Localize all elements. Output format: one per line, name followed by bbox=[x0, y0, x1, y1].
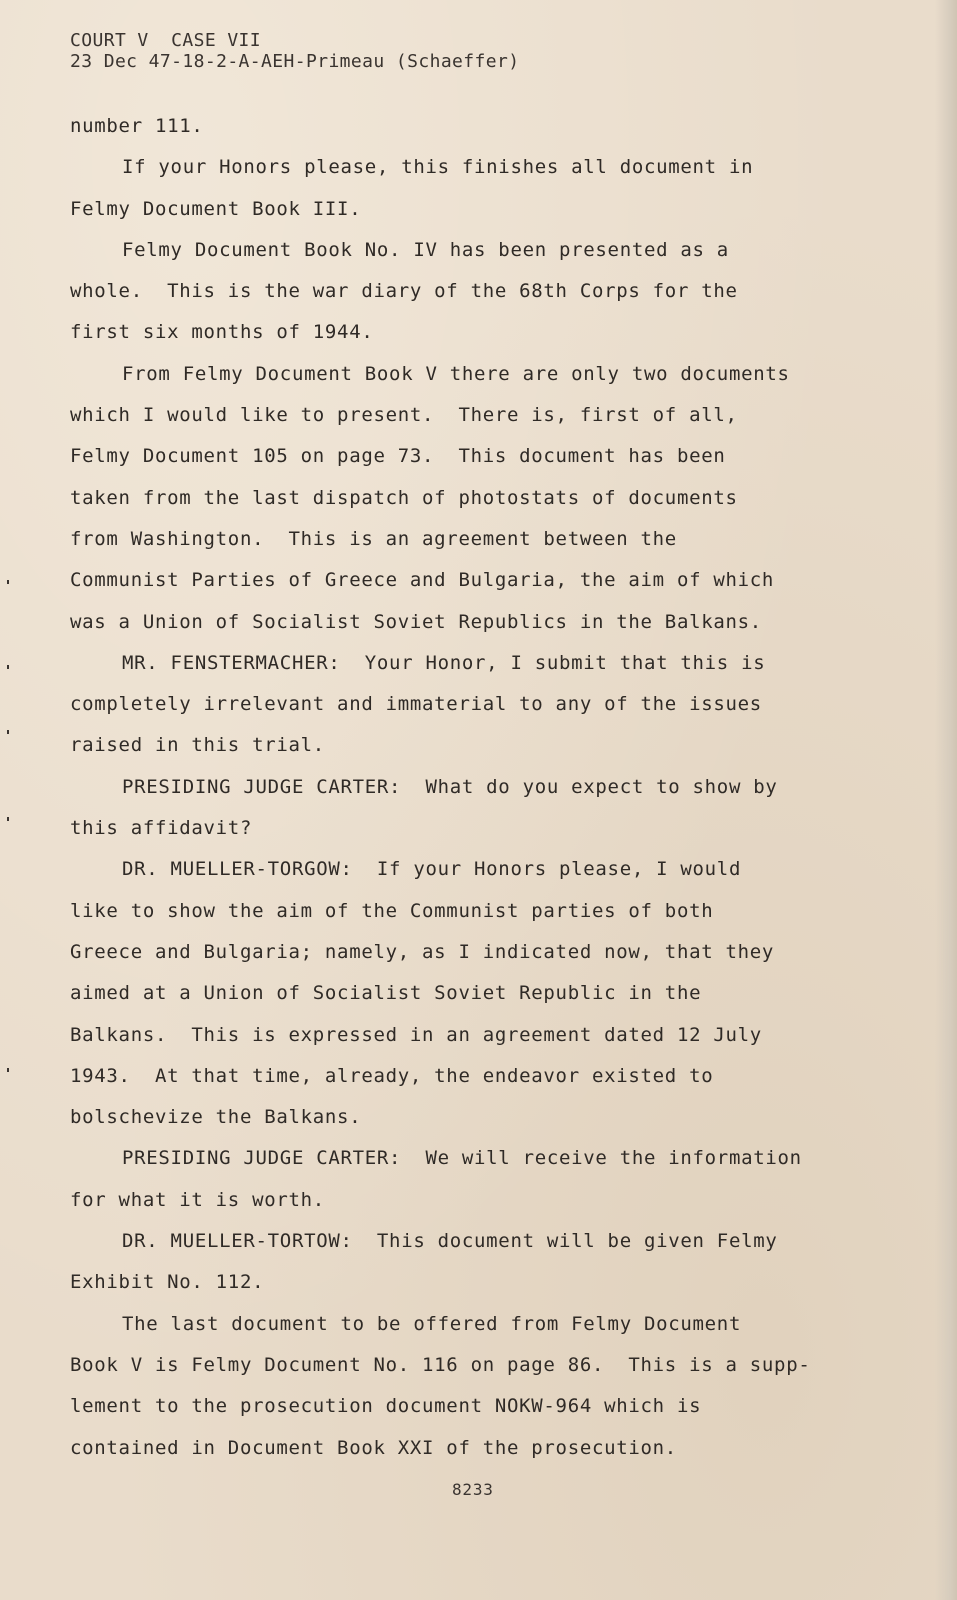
transcript-line: PRESIDING JUDGE CARTER: We will receive the information bbox=[122, 1147, 802, 1170]
transcript-line: taken from the last dispatch of photostats of documents bbox=[70, 486, 738, 509]
transcript-line: DR. MUELLER-TORGOW: If your Honors please, I would bbox=[122, 858, 742, 881]
transcript-line: whole. This is the war diary of the 68th Corps for the bbox=[70, 280, 738, 303]
transcript-line: DR. MUELLER-TORTOW: This document will be given Felmy bbox=[122, 1230, 778, 1253]
transcript-body bbox=[70, 110, 870, 1473]
transcript-line: completely irrelevant and immaterial to any of the issues bbox=[70, 693, 762, 716]
transcript-line: bolschevize the Balkans. bbox=[70, 1106, 362, 1129]
transcript-line: If your Honors please, this finishes all document in bbox=[122, 156, 754, 179]
document-header bbox=[70, 30, 519, 72]
transcript-line: Greece and Bulgaria; namely, as I indicated now, that they bbox=[70, 940, 775, 963]
transcript-line: contained in Document Book XXI of the prosecution. bbox=[70, 1436, 677, 1459]
transcript-line: like to show the aim of the Communist parties of both bbox=[70, 899, 714, 922]
transcript-line: Communist Parties of Greece and Bulgaria, the aim of which bbox=[70, 569, 775, 592]
header-court-case: COURT V CASE VII bbox=[70, 30, 262, 51]
transcript-line: number 111. bbox=[70, 115, 204, 137]
transcript-line: Felmy Document 105 on page 73. This document has been bbox=[70, 445, 726, 468]
margin-mark bbox=[7, 665, 9, 669]
transcript-line: Balkans. This is expressed in an agreement dated 12 July bbox=[70, 1023, 762, 1046]
transcript-line: Felmy Document Book No. IV has been presented as a bbox=[122, 238, 729, 261]
transcript-line: was a Union of Socialist Soviet Republics in the Balkans. bbox=[70, 610, 762, 633]
transcript-line: The last document to be offered from Felmy Document bbox=[122, 1312, 742, 1335]
margin-mark bbox=[7, 730, 9, 734]
transcript-line: 1943. At that time, already, the endeavor existed to bbox=[70, 1064, 714, 1087]
transcript-line: lement to the prosecution document NOKW-964 which is bbox=[70, 1395, 702, 1418]
transcript-line: From Felmy Document Book V there are only two documents bbox=[122, 362, 790, 385]
margin-mark bbox=[7, 817, 9, 821]
transcript-line: MR. FENSTERMACHER: Your Honor, I submit that this is bbox=[122, 651, 766, 674]
transcript-line: from Washington. This is an agreement between the bbox=[70, 527, 677, 550]
transcript-line: first six months of 1944. bbox=[70, 321, 374, 344]
transcript-line: Felmy Document Book III. bbox=[70, 197, 362, 220]
margin-mark bbox=[7, 580, 9, 584]
transcript-line: Book V is Felmy Document No. 116 on page 86. This is a supp- bbox=[70, 1353, 811, 1376]
page-edge-shadow bbox=[935, 0, 957, 1600]
page-number: 8233 bbox=[452, 1480, 494, 1499]
transcript-line: raised in this trial. bbox=[70, 734, 325, 757]
margin-mark bbox=[7, 1068, 9, 1072]
transcript-line: PRESIDING JUDGE CARTER: What do you expect to show by bbox=[122, 775, 778, 798]
transcript-line: Exhibit No. 112. bbox=[70, 1271, 265, 1294]
header-date-reference: 23 Dec 47-18-2-A-AEH-Primeau (Schaeffer) bbox=[70, 51, 520, 72]
transcript-line: which I would like to present. There is, first of all, bbox=[70, 404, 738, 427]
transcript-line: aimed at a Union of Socialist Soviet Republic in the bbox=[70, 982, 702, 1005]
transcript-line: for what it is worth. bbox=[70, 1188, 325, 1211]
transcript-line: this affidavit? bbox=[70, 817, 253, 840]
